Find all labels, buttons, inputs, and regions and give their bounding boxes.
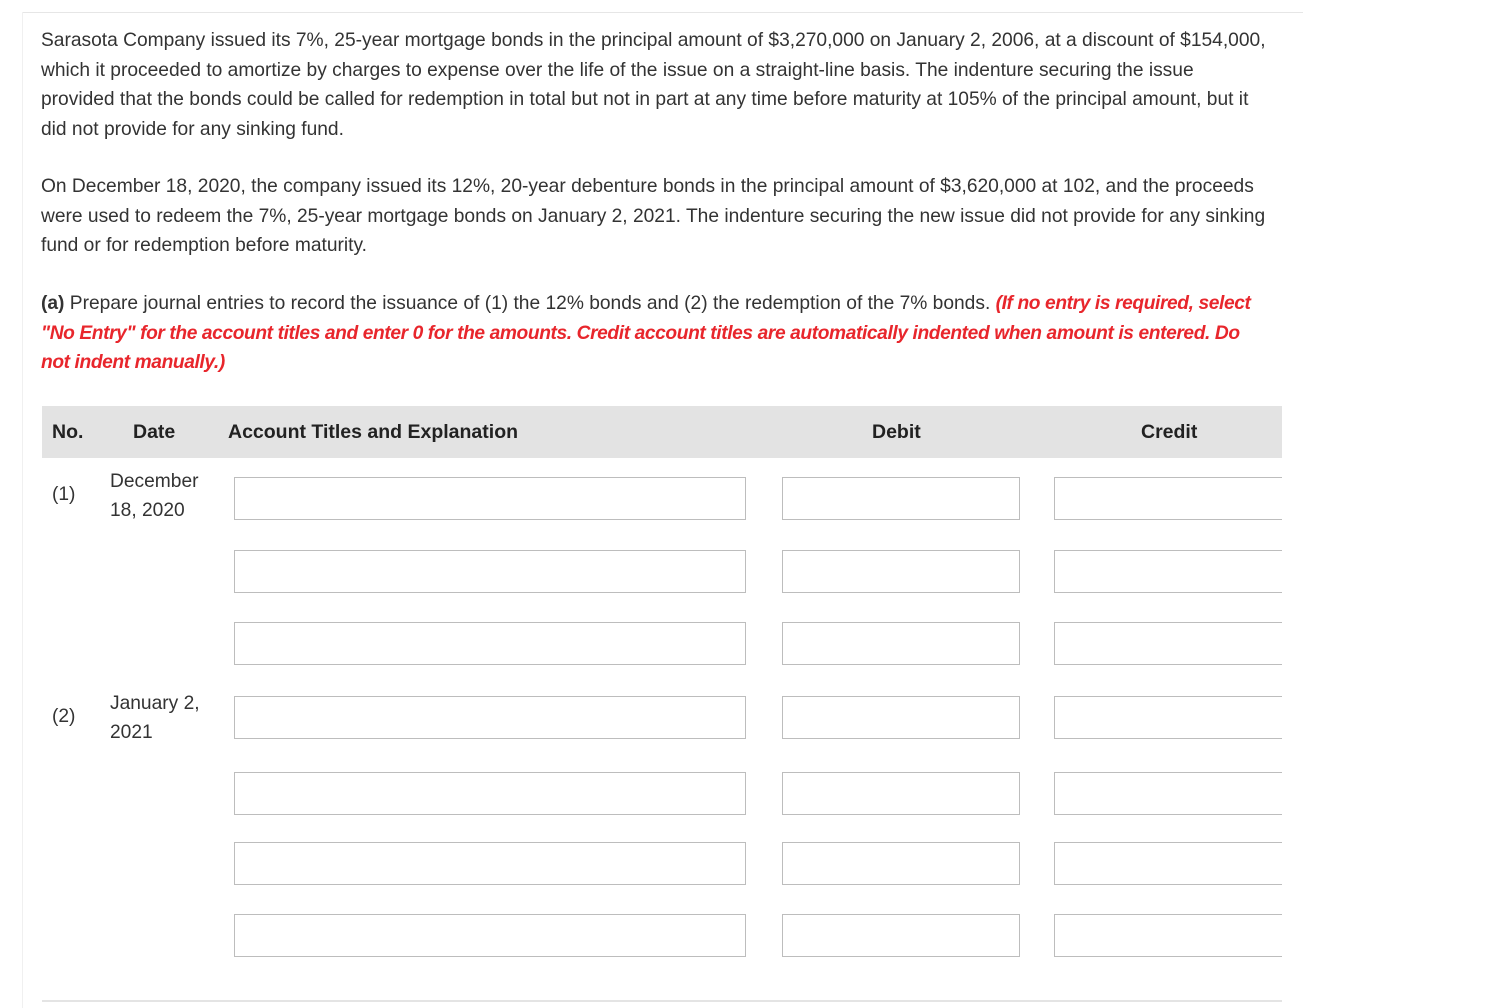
entry-date-line2: 18, 2020 [110,499,185,521]
debit-input[interactable] [782,914,1020,957]
entry-date [110,468,220,525]
entry-date-line1: December [110,471,199,492]
part-label: (a) [41,293,65,314]
debit-input[interactable] [782,696,1020,739]
credit-input[interactable] [1054,622,1282,665]
debit-input[interactable] [782,842,1020,885]
problem-paragraph-1: Sarasota Company issued its 7%, 25-year mortgage bonds in the principal amount of $3,270,000 on January 2, 2006, at a discount of $154,000, which it proceeded to amortize by charges to expense over the life of the issue on a straight-line basis. The indenture securing the issue provided that the bonds could be called for redemption in total but not in part at any time before maturity at 105% of the principal amount, but it did not provide for any sinking fund. [41,30,1266,140]
account-title-input[interactable] [234,477,746,520]
debit-input[interactable] [782,622,1020,665]
journal-table-header [42,406,1282,458]
instructions-text: (If no entry is required, select "No Entry" for the account titles and enter 0 for the amounts. Credit account titles are automatically indented when amount is entered. Do not indent manually.) [41,293,1251,373]
credit-input[interactable] [1054,772,1282,815]
debit-input[interactable] [782,772,1020,815]
entry-date [110,690,220,747]
top-divider [22,12,1303,13]
debit-input[interactable] [782,477,1020,520]
credit-input[interactable] [1054,914,1282,957]
account-title-input[interactable] [234,696,746,739]
question-prompt [41,289,1271,378]
header-date: Date [133,421,176,443]
entry-date-line1: January 2, [110,693,200,714]
header-credit: Credit [1141,421,1198,443]
header-account-titles: Account Titles and Explanation [228,421,519,443]
entry-number: (1) [52,484,76,505]
credit-input[interactable] [1054,550,1282,593]
credit-input[interactable] [1054,477,1282,520]
account-title-input[interactable] [234,914,746,957]
problem-paragraph-2: On December 18, 2020, the company issued its 12%, 20-year debenture bonds in the principal amount of $3,620,000 at 102, and the proceeds were used to redeem the 7%, 25-year mortgage bonds on January 2, 2021. The indenture securing the new issue did not provide for any sinking fund or for redemption before maturity. [41,176,1266,256]
left-divider [22,12,23,1008]
account-title-input[interactable] [234,550,746,593]
bottom-divider [42,1000,1282,1002]
credit-input[interactable] [1054,842,1282,885]
account-title-input[interactable] [234,772,746,815]
header-no: No. [52,421,84,443]
question-text: Prepare journal entries to record the issuance of (1) the 12% bonds and (2) the redemption of the 7% bonds. [69,293,991,314]
account-title-input[interactable] [234,842,746,885]
entry-date-line2: 2021 [110,721,153,743]
debit-input[interactable] [782,550,1020,593]
entry-number: (2) [52,706,76,727]
account-title-input[interactable] [234,622,746,665]
header-debit: Debit [872,421,921,443]
credit-input[interactable] [1054,696,1282,739]
